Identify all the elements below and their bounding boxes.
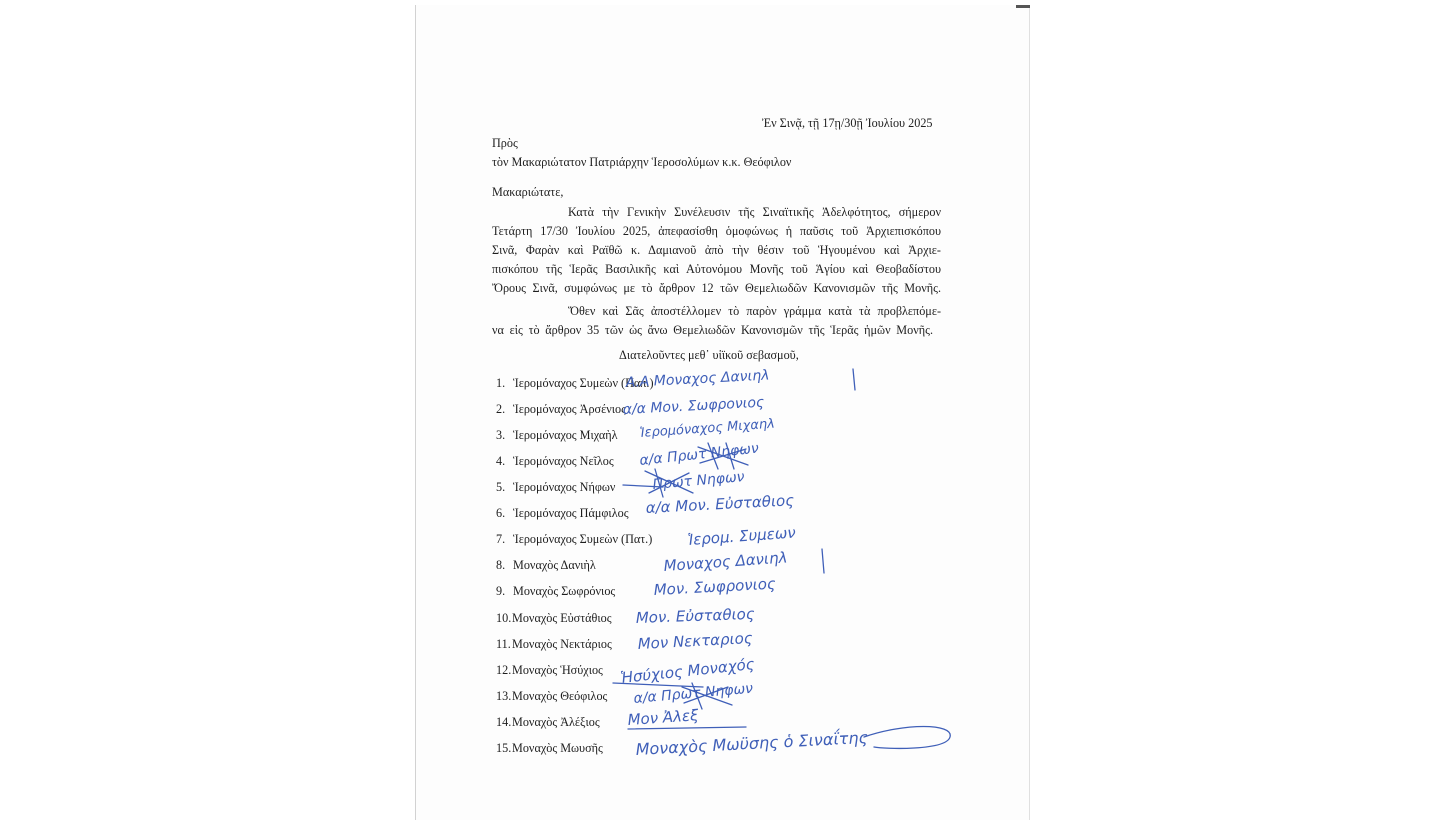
signatory-name: Μοναχὸς Θεόφιλος <box>512 689 608 703</box>
svg-text:α/α Πρωτ Νηφων: α/α Πρωτ Νηφων <box>638 440 760 469</box>
signatory-number: 9. <box>496 584 506 598</box>
svg-text:Α.Α Μοναχος Δανιηλ: Α.Α Μοναχος Δανιηλ <box>625 367 770 391</box>
svg-text:Μον Νεκταριος: Μον Νεκταριος <box>637 629 753 653</box>
paragraph1-line: Τετάρτη 17/30 Ἰουλίου 2025, ἀπεφασίσθη ὁμοφώνως ἡ παῦσις τοῦ Ἀρχιεπισκόπου <box>492 224 941 238</box>
svg-text:Ἱερομ. Συμεων: Ἱερομ. Συμεων <box>687 523 797 549</box>
to-label: Πρὸς <box>492 136 518 150</box>
signature-15 <box>634 717 964 767</box>
paragraph1-line: Ὄρους Σινᾶ, συμφώνως με τὸ ἄρθρον 12 τῶν Θεμελιωδῶν Κανονισμῶν τῆς Μονῆς. <box>492 281 941 295</box>
signatory-name: Μοναχὸς Σωφρόνιος <box>513 584 616 598</box>
svg-text:Μον Ἀλεξ: Μον Ἀλεξ <box>627 706 699 729</box>
svg-text:Μοναχος Δανιηλ: Μοναχος Δανιηλ <box>663 548 788 575</box>
signatory-number: 3. <box>496 428 506 442</box>
letter-page <box>415 5 1030 820</box>
svg-text:α/α Πρωτ Νηφων: α/α Πρωτ Νηφων <box>632 680 754 707</box>
signatory-name: Ἱερομόναχος Ἀρσένιος <box>513 402 626 416</box>
signatory-number: 15. <box>496 741 512 755</box>
paragraph2-line: Ὅθεν καὶ Σᾶς ἀποστέλλομεν τὸ παρὸν γράμμα κατὰ τὰ προβλεπόμε- <box>568 304 941 318</box>
svg-text:Ἡσύχιος Μοναχός: Ἡσύχιος Μοναχός <box>619 654 756 687</box>
signatory-number: 8. <box>496 558 506 572</box>
signatory-name: Ἱερομόναχος Νήφων <box>513 480 616 494</box>
signatory-name: Μοναχὸς Εὐστάθιος <box>512 611 612 625</box>
signatory-name: Ἱερομόναχος Μιχαὴλ <box>513 428 618 442</box>
signatory-number: 11. <box>496 637 511 651</box>
signatory-name: Ἱερομόναχος Συμεὼν (Παπ.) <box>513 376 654 390</box>
salutation: Μακαριώτατε, <box>492 185 564 199</box>
svg-text:α/α Μον. Εὐσταθιος: α/α Μον. Εὐσταθιος <box>645 491 795 517</box>
signatory-number: 2. <box>496 402 506 416</box>
svg-text:Μοναχὸς Μωϋσης ὁ Σιναΐτης: Μοναχὸς Μωϋσης ὁ Σιναΐτης <box>635 727 869 759</box>
paragraph2-line: να εἰς τὸ ἄρθρον 35 τῶν ὡς ἄνω Θεμελιωδῶν Κανονισμῶν τῆς Ἱερᾶς ἡμῶν Μονῆς. <box>492 323 933 337</box>
signature-6 <box>644 487 864 521</box>
signatory-number: 5. <box>496 480 506 494</box>
signatory-number: 10. <box>496 611 512 625</box>
svg-text:α/α Μον. Σωφρονιος: α/α Μον. Σωφρονιος <box>622 394 765 418</box>
signatory-number: 4. <box>496 454 506 468</box>
signatory-number: 6. <box>496 506 506 520</box>
signatory-number: 14. <box>496 715 512 729</box>
signatory-name: Μοναχὸς Ἡσύχιος <box>512 663 603 677</box>
signatory-number: 7. <box>496 532 506 546</box>
signatory-name: Ἱερομόναχος Συμεὼν (Πατ.) <box>513 532 653 546</box>
paragraph1-line: Σινᾶ, Φαρὰν καὶ Ραϊθῶ κ. Δαμιανοῦ ἀπὸ τὴν θέσιν τοῦ Ἡγουμένου καὶ Ἀρχιε- <box>492 243 941 257</box>
addressee: τὸν Μακαριώτατον Πατριάρχην Ἱεροσολύμων κ.κ. Θεόφιλον <box>492 155 792 169</box>
signatory-name: Μοναχὸς Μωυσῆς <box>512 741 603 755</box>
signatory-name: Ἱερομόναχος Πάμφιλος <box>513 506 629 520</box>
page-corner-mark <box>1016 5 1030 8</box>
signatory-number: 1. <box>496 376 506 390</box>
date-line: Ἐν Σινᾷ, τῇ 17ῃ/30ῇ Ἰουλίου 2025 <box>762 116 933 130</box>
svg-text:Ἱερομόναχος Μιχαηλ: Ἱερομόναχος Μιχαηλ <box>639 416 776 441</box>
signatory-number: 13. <box>496 689 512 703</box>
signatory-name: Μοναχὸς Ἀλέξιος <box>512 715 600 729</box>
signatory-number: 12. <box>496 663 512 677</box>
paragraph1-line: Κατὰ τὴν Γενικὴν Συνέλευσιν τῆς Σιναϊτικῆς Ἀδελφότητος, σήμερον <box>568 205 941 219</box>
svg-text:Πρωτ Νηφων: Πρωτ Νηφων <box>651 469 746 493</box>
svg-text:Μον. Σωφρονιος: Μον. Σωφρονιος <box>653 574 777 599</box>
svg-text:Μον. Εὐσταθιος: Μον. Εὐσταθιος <box>635 604 755 627</box>
signatory-name: Ἱερομόναχος Νεῖλος <box>513 454 614 468</box>
signatory-name: Μοναχὸς Νεκτάριος <box>512 637 612 651</box>
paragraph1-line: πισκόπου τῆς Ἱερᾶς Βασιλικῆς καὶ Αὐτονόμου Μονῆς τοῦ Ἁγίου καὶ Θεοβαδίστου <box>492 262 941 276</box>
signatory-name: Μοναχὸς Δανιὴλ <box>513 558 596 572</box>
closing: Διατελοῦντες μεθ᾿ υἱϊκοῦ σεβασμοῦ, <box>619 348 799 362</box>
